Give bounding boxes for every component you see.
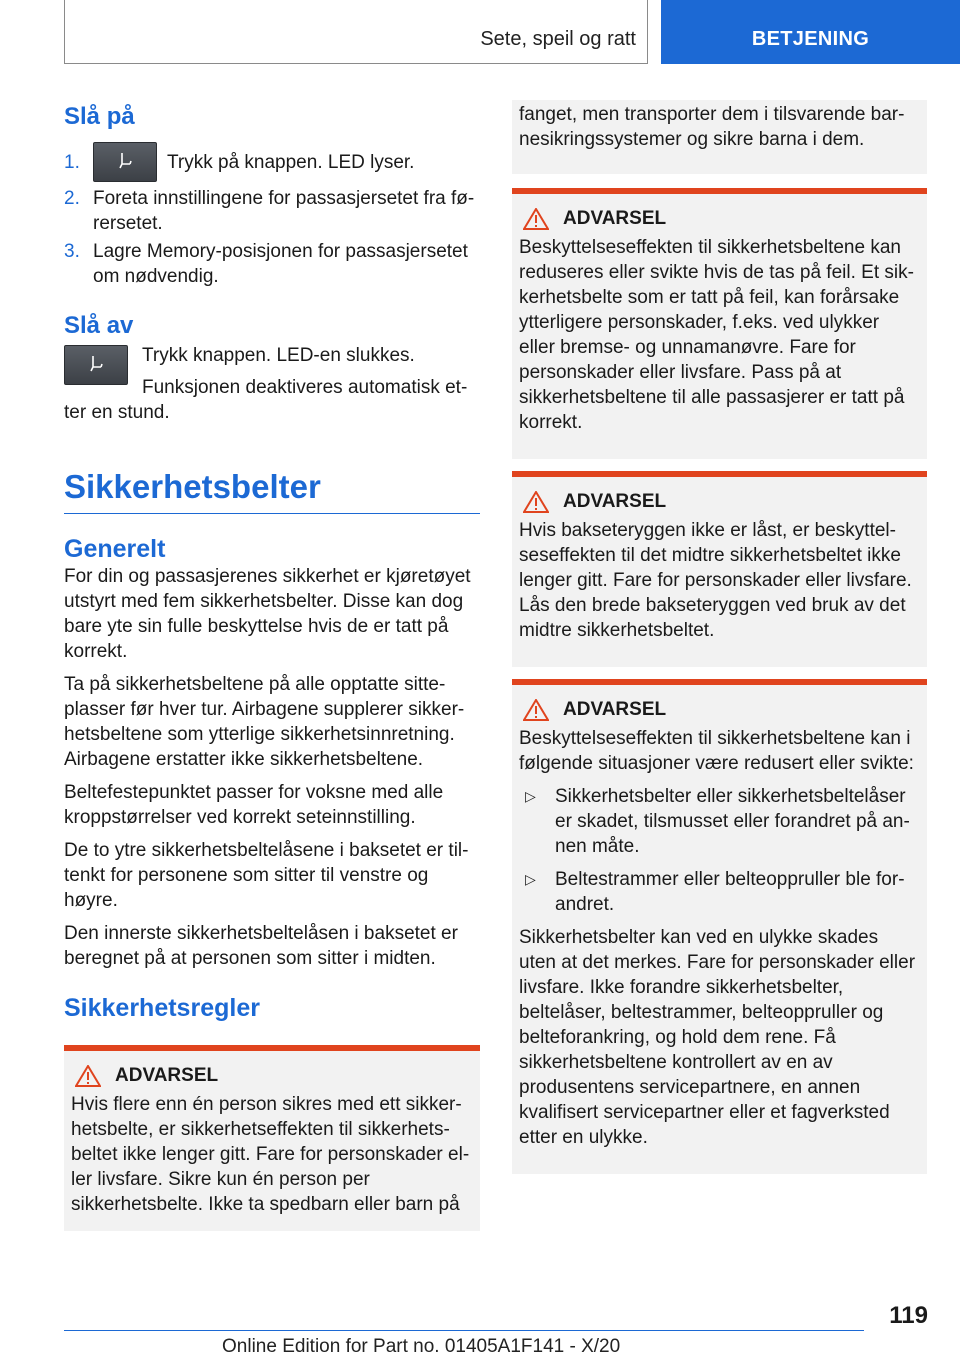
warning-box-3 [512, 471, 927, 667]
right-column [512, 100, 927, 1174]
warning-box-1 [64, 1045, 480, 1231]
heading-slaa-av: Slå av [64, 312, 134, 339]
warning-bullet: ▷ Sikkerhetsbelter eller sikkerhetsbeltelåser er skadet, tilsmusset eller forandret på annen måte. [525, 786, 910, 857]
warning-title: ADVARSEL [519, 206, 920, 231]
bullet-triangle-icon: ▷ [525, 788, 536, 804]
step-number: 2. [64, 188, 80, 209]
slaa-av-text-2: Funksjonen deaktiveres automatisk etter en stund. [64, 377, 468, 423]
header-chapter-title: BETJENING [751, 28, 870, 50]
warning-triangle-icon [523, 208, 549, 230]
warning-box-1-continued [512, 100, 927, 174]
heading-slaa-paa: Slå på [64, 103, 135, 130]
warning-intro: Beskyttelseseffekten til sikkerhetsbeltene kan i følgende situasjoner være redusert eller svikte: [519, 728, 914, 774]
sikkerhetsbelter-heading-wrap [64, 467, 480, 514]
header-section-title: Sete, speil og ratt [480, 28, 636, 50]
slaa-av-text-1: Trykk knappen. LED-en slukkes. [142, 345, 415, 366]
left-column [64, 100, 480, 1231]
generelt-paragraph: Beltefestepunktet passer for voksne med alle kroppstørrelser ved korrekt seteinnstilling. [64, 782, 444, 828]
warning-box-2 [512, 188, 927, 459]
step-text: Lagre Memory-posisjonen for passasjersetet om nødvendig. [93, 241, 468, 287]
page-number: 119 [889, 1302, 928, 1329]
heading-sikkerhetsregler: Sikkerhetsregler [64, 994, 260, 1022]
step-text: Foreta innstillingene for passasjersetet fra førersetet. [93, 188, 475, 234]
footer-edition: Online Edition for Part no. 01405A1F141 - X/20 [222, 1336, 621, 1357]
generelt-paragraph: De to ytre sikkerhetsbeltelåsene i baksetet er tiltenkt for personene som sitter til venstre og høyre. [64, 840, 469, 911]
warning-text: Beskyttelseseffekten til sikkerhetsbeltene kan reduseres eller svikte hvis de tas på feil. Et sikkerhetsbelte som er tatt på feil, kan forårsake ytterligere personskader, f.eks. ved ulykker eller bremse- og unnamanøvre. Fare for personskader eller livsfare. Pass på at sikkerhetsbeltene til alle passasjerer er tatt på korrekt. [519, 237, 914, 433]
step-3 [64, 239, 480, 289]
warning-text: Hvis bakseteryggen ikke er låst, er beskyttelseseffekten til det midtre sikkerhetsbeltet ikke lenger gitt. Fare for personskader eller livsfare. Lås den brede bakseteryggen ved bruk av det midtre sikkerhetsbeltet. [519, 520, 912, 641]
warning-triangle-icon [523, 491, 549, 513]
heading-sikkerhetsbelter: Sikkerhetsbelter [64, 468, 321, 505]
warning-title: ADVARSEL [519, 489, 920, 514]
warning-text: Hvis flere enn én person sikres med ett sikkerhetsbelte, er sikkerhetseffekten til sikkerhetsbeltet ikke lenger gitt. Fare for personskader eller livsfare. Sikre kun én person per sikkerhetsbelte. Ikke ta spedbarn eller barn på [71, 1094, 470, 1215]
warning-box-4 [512, 679, 927, 1174]
step-1 [64, 142, 480, 182]
step-number: 3. [64, 241, 80, 262]
step-number: 1. [64, 151, 80, 173]
generelt-paragraph: Den innerste sikkerhetsbeltelåsen i baksetet er beregnet på at personen som sitter i midten. [64, 923, 458, 969]
warning-title: ADVARSEL [519, 697, 920, 722]
warning-triangle-icon [523, 699, 549, 721]
bullet-triangle-icon: ▷ [525, 871, 536, 887]
seat-button-icon [64, 345, 128, 385]
warning-text-continued: fanget, men transporter dem i tilsvarende barnesikringssystemer og sikre barna i dem. [519, 104, 905, 150]
step-text: Trykk på knappen. LED lyser. [167, 151, 415, 173]
header-chapter-tab [661, 0, 960, 64]
step-2 [64, 186, 480, 236]
heading-generelt: Generelt [64, 535, 166, 563]
generelt-paragraph: Ta på sikkerhetsbeltene på alle opptatte sitteplasser før hver tur. Airbagene supplerer sikkerhetsbeltene som ytterlige sikkerhetsinnretning. Airbagene erstatter ikke sikkerhetsbeltene. [64, 674, 465, 770]
footer-divider [64, 1330, 864, 1331]
seat-button-icon [93, 142, 157, 182]
warning-title: ADVARSEL [71, 1063, 473, 1088]
warning-bullet: ▷ Beltestrammer eller belteoppruller ble forandret. [525, 869, 905, 915]
warning-outro: Sikkerhetsbelter kan ved en ulykke skades uten at det merkes. Fare for personskader eller livsfare. Ikke forandre sikkerhetsbelter, beltelåser, beltestrammer, belteoppruller og belteforankring, og hold dem rene. Få sikkerhetsbeltene kontrollert av en av produsentens servicepartnere, en annen kvalifisert servicepartner eller et fagverksted etter en ulykke. [519, 927, 916, 1148]
warning-triangle-icon [75, 1065, 101, 1087]
generelt-paragraph: For din og passasjerenes sikkerhet er kjøretøyet utstyrt med fem sikkerhetsbelter. Disse kan dog bare yte sin fulle beskyttelse hvis de er tatt på korrekt. [64, 566, 471, 662]
